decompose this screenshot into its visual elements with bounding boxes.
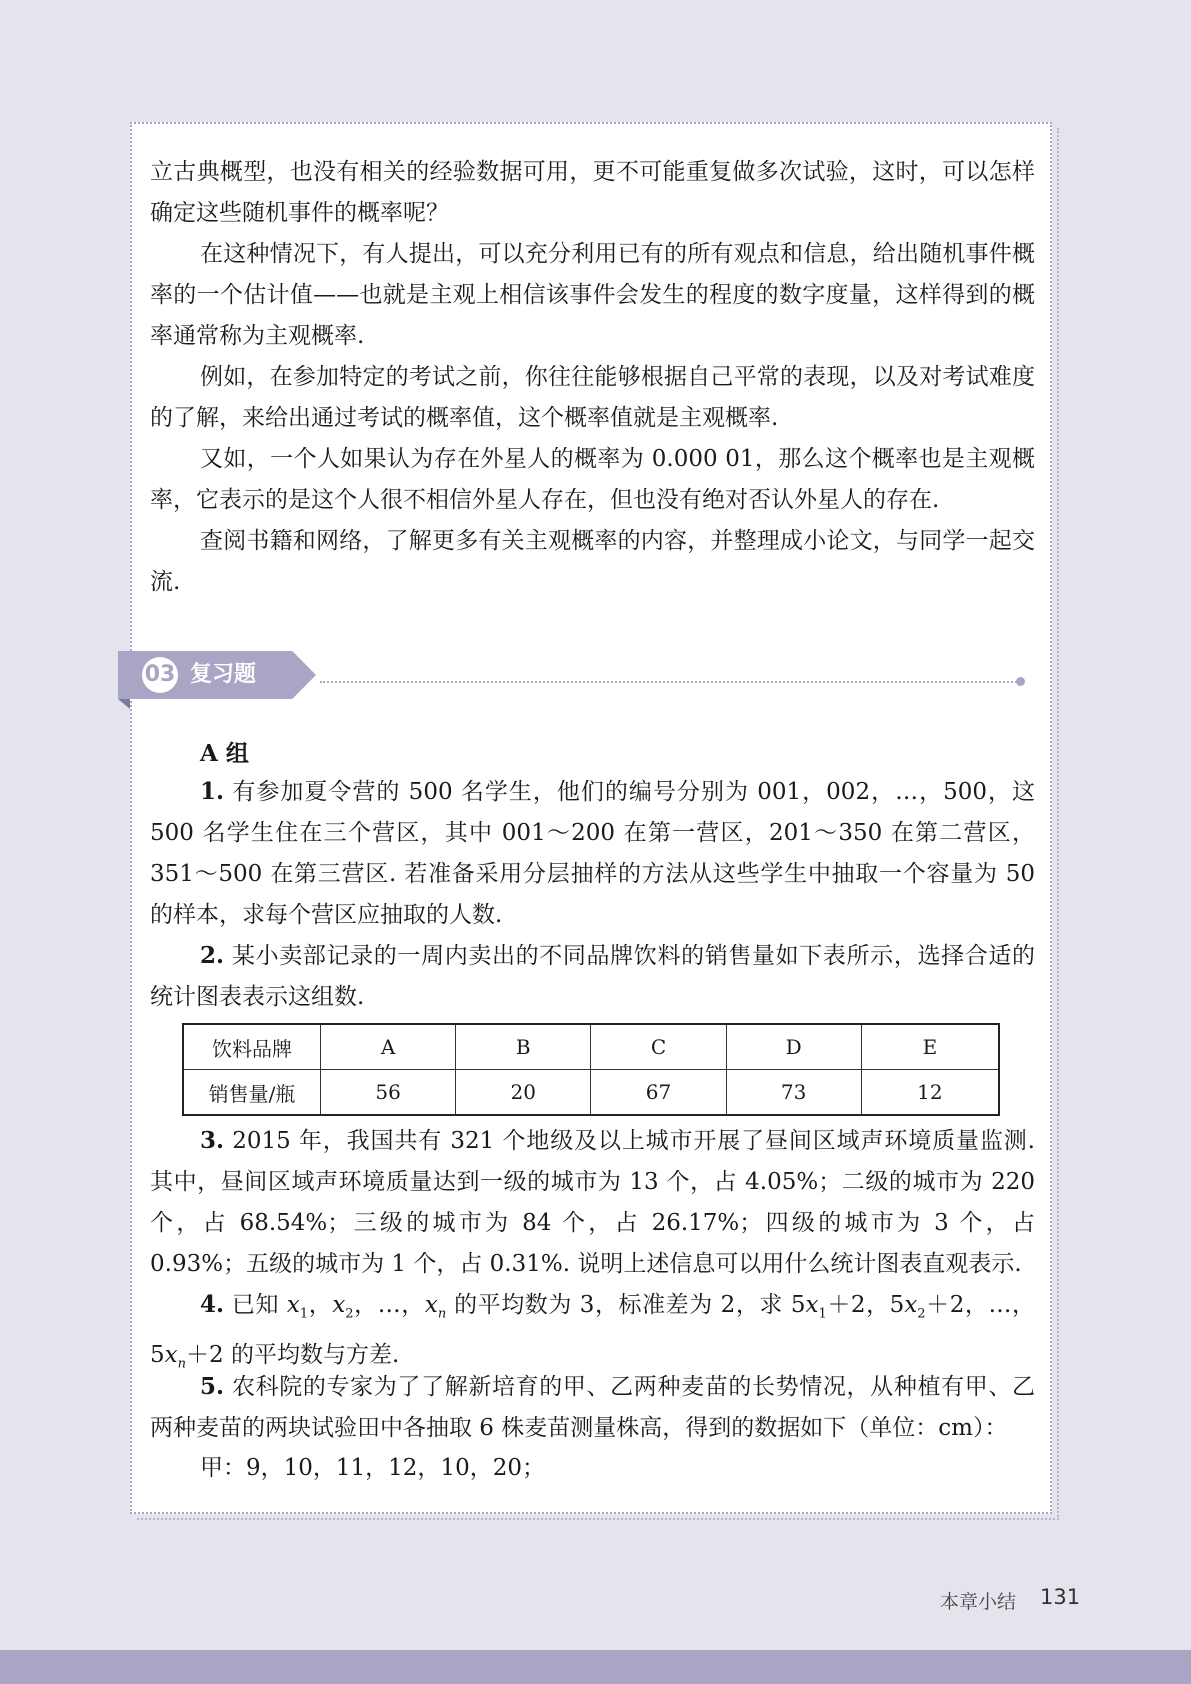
paragraph-research-task: 查阅书籍和网络，了解更多有关主观概率的内容，并整理成小论文，与同学一起交流. — [150, 528, 1035, 595]
table-brand-cell: E — [861, 1024, 999, 1070]
page-number: 131 — [1040, 1585, 1081, 1609]
problem-5-text: 农科院的专家为了了解新培育的甲、乙两种麦苗的长势情况，从种植有甲、乙两种麦苗的两块试验田中各抽取 6 株麦苗测量株高，得到的数据如下（单位：cm）： — [150, 1374, 1036, 1441]
problem-4: 4. 已知 $x_1$，$x_2$，…，$x_n$ 的平均数为 3，标准差为 2，求 $5x_1+2$，$5x_2+2$，…，$5x_n+2$ 的平均数与方差. — [150, 1291, 1036, 1372]
table-brand-cell: C — [591, 1024, 726, 1070]
table-sales-cell: 20 — [456, 1070, 591, 1116]
table-sales-cell: 12 — [861, 1070, 999, 1116]
section-tab-fold — [118, 699, 130, 709]
section-title: 复习题 — [190, 662, 257, 687]
paragraph-continuation: 立古典概型，也没有相关的经验数据可用，更不可能重复做多次试验，这时，可以怎样确定这些随机事件的概率呢？ — [150, 159, 1035, 226]
problem-4-text-b: 的平均数为 3，标准差为 2，求 — [446, 1292, 791, 1318]
paragraph-subjective-intro: 在这种情况下，有人提出，可以充分利用已有的所有观点和信息，给出随机事件概率的一个估计值——也就是主观上相信该事件会发生的程度的数字度量，这样得到的概率通常称为主观概率. — [150, 241, 1035, 349]
problem-1-text: 有参加夏令营的 500 名学生，他们的编号分别为 001，002，…，500，这 500 名学生住在三个营区，其中 001～200 在第一营区，201～350 在第二营区，351～500 在第三营区. 若准备采用分层抽样的方法从这些学生中抽取一个容量为 50 的样本，求每个营区应抽取的人数. — [150, 779, 1035, 928]
problem-4-number: 4. — [200, 1291, 225, 1318]
problem-2-text: 某小卖部记录的一周内卖出的不同品牌饮料的销售量如下表所示，选择合适的统计图表表示这组数. — [150, 943, 1036, 1010]
table-header-label: 饮料品牌 — [183, 1024, 321, 1070]
table-row-label: 销售量/瓶 — [183, 1070, 321, 1116]
sales-table — [182, 1023, 1000, 1116]
problem-4-text-a: 已知 — [231, 1292, 287, 1318]
problem-3-text: 2015 年，我国共有 321 个地级及以上城市开展了昼间区域声环境质量监测. 其中，昼间区域声环境质量达到一级的城市为 13 个，占 4.05%；二级的城市为 220 个，占 68.54%；三级的城市为 84 个，占 26.17%；四级的城市为 3 个，占 0.93%；五级的城市为 1 个，占 0.31%. 说明上述信息可以用什么统计图表直观表示. — [150, 1128, 1035, 1277]
section-divider-dot — [1016, 677, 1025, 686]
problem-3-number: 3. — [200, 1127, 225, 1154]
table-sales-cell: 73 — [726, 1070, 861, 1116]
table-brand-cell: B — [456, 1024, 591, 1070]
table-brand-cell: A — [321, 1024, 456, 1070]
problem-3 — [150, 1120, 1035, 1285]
table-brand-cell: D — [726, 1024, 861, 1070]
problem-2 — [150, 935, 1035, 1018]
problem-4-text-c: 的平均数与方差. — [223, 1341, 400, 1368]
section-number: 03 — [142, 657, 178, 693]
section-divider-line — [320, 681, 1020, 683]
footer-chapter-title: 本章小结 — [940, 1591, 1017, 1613]
bottom-band — [0, 1650, 1191, 1684]
section-header — [118, 651, 318, 705]
table-row — [183, 1024, 999, 1070]
paragraph-exam-example: 例如，在参加特定的考试之前，你往往能够根据自己平常的表现，以及对考试难度的了解，来给出通过考试的概率值，这个概率值就是主观概率. — [150, 364, 1035, 431]
table-sales-cell: 56 — [321, 1070, 456, 1116]
table-row — [183, 1070, 999, 1116]
problem-5-data: 甲：9，10，11，12，10，20； — [200, 1455, 545, 1481]
problem-1 — [150, 771, 1035, 936]
problem-5-number: 5. — [200, 1373, 225, 1400]
group-label: A 组 — [200, 740, 249, 767]
paragraph-alien-example: 又如，一个人如果认为存在外星人的概率为 0.000 01，那么这个概率也是主观概率，它表示的是这个人很不相信外星人存在，但也没有绝对否认外星人的存在. — [150, 446, 1035, 513]
problem-2-number: 2. — [200, 942, 225, 969]
problem-5 — [150, 1366, 1035, 1449]
table-sales-cell: 67 — [591, 1070, 726, 1116]
problem-1-number: 1. — [200, 778, 225, 805]
